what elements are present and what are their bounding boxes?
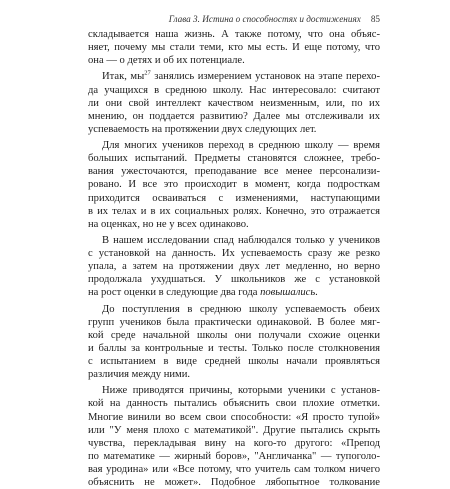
page-number: 85 [370, 14, 380, 24]
text-line: на оценках, но не у всех одинаково. [88, 218, 249, 230]
text-line: чувства, перекладывая вину на кого-то другого: «Препод [88, 437, 380, 449]
paragraph-3 [88, 139, 380, 231]
footnote-marker[interactable]: 27 [144, 69, 151, 77]
text-line: приходится осваиваться с изменениями, наступающими [88, 192, 380, 204]
text-line: по математике — жирный боров», "Англичанка" — тупоголо- [88, 450, 380, 462]
text-line: продолжала ухудшаться. У школьников же с установкой [88, 274, 380, 286]
text-line: да учащихся в среднюю школу. Нас интересовало: считают [88, 84, 380, 96]
text-line: ровано. И все это происходит в момент, когда подросткам [88, 179, 380, 191]
text-line: групп учеников была практически одинаковой. В более мяг- [88, 316, 380, 328]
text-line: няет, почему мы стали теми, кто мы есть. И еще потому, что [88, 42, 380, 54]
text-line: с установкой на данность. Их успеваемость сразу же резко [88, 248, 380, 260]
book-page [88, 12, 380, 489]
text-line: она — о детях и об их потенциале. [88, 55, 245, 67]
emphasis-text: повышались [260, 287, 316, 299]
text-line: с испытанием в виде средней школы начали проявляться [88, 356, 380, 367]
text-line: больших испытаний. Предметы становятся сложнее, требо- [88, 153, 380, 165]
text-fragment: на рост оценки в следующие два года [88, 287, 261, 299]
text-line: мнению, он поддается развитию? Далее мы отслеживали их [88, 110, 380, 122]
paragraph-4 [88, 234, 380, 299]
text-line: Для многих учеников переход в среднюю школу — время [102, 140, 380, 152]
text-line: ли они свой интеллект качеством неизменным, или, по их [88, 97, 380, 109]
paragraph-6 [88, 384, 380, 489]
text-line [88, 286, 380, 299]
text-line [88, 70, 380, 83]
text-line: кой среде начальной школы они получали схожие оценки [88, 329, 380, 341]
text-line: успеваемость на протяжении двух следующих лет. [88, 123, 317, 135]
text-line: вания ужесточаются, преподавание все менее персонализи- [88, 166, 380, 178]
body-text [88, 28, 380, 489]
chapter-title: Глава 3. Истина о способностях и достижениях [168, 14, 361, 24]
text-line: кой на данность пытались объяснить свои плохие отметки. [88, 398, 380, 410]
text-fragment: Итак, мы [102, 71, 145, 83]
running-header [88, 12, 380, 26]
paragraph-2 [88, 70, 380, 135]
text-fragment: занялись измерением установок на этапе перехо- [150, 71, 380, 83]
text-line: В нашем исследовании спад наблюдался только у учеников [102, 234, 380, 246]
text-line: объяснить не может». Подобное лябопытное толкование [88, 477, 380, 489]
text-line: Многие винили во всем свои способности: «Я просто тупой» [88, 411, 380, 423]
text-line: До поступления в среднюю школу успеваемость обеих [102, 303, 380, 315]
paragraph-1 [88, 28, 380, 67]
paragraph-5 [88, 303, 380, 382]
text-line: в их телах и в их социальных ролях. Конечно, это отражается [88, 205, 380, 217]
text-line: складывается наша жизнь. А также потому, что она объяс- [88, 29, 380, 40]
text-line: или "У меня плохо с математикой". Другие пытались скрыть [88, 424, 380, 436]
text-fragment: . [315, 287, 318, 299]
text-line: Ниже приводятся причины, которыми ученики с установ- [102, 385, 380, 397]
text-line: вая уродина» или «Все потому, что учитель сам толком ничего [88, 463, 380, 475]
text-line: и баллы за контрольные и тесты. Только после столкновения [88, 342, 380, 354]
text-line: различия между ними. [88, 369, 191, 381]
text-line: упала, а затем на протяжении двух лет медленно, но верно [88, 261, 380, 273]
